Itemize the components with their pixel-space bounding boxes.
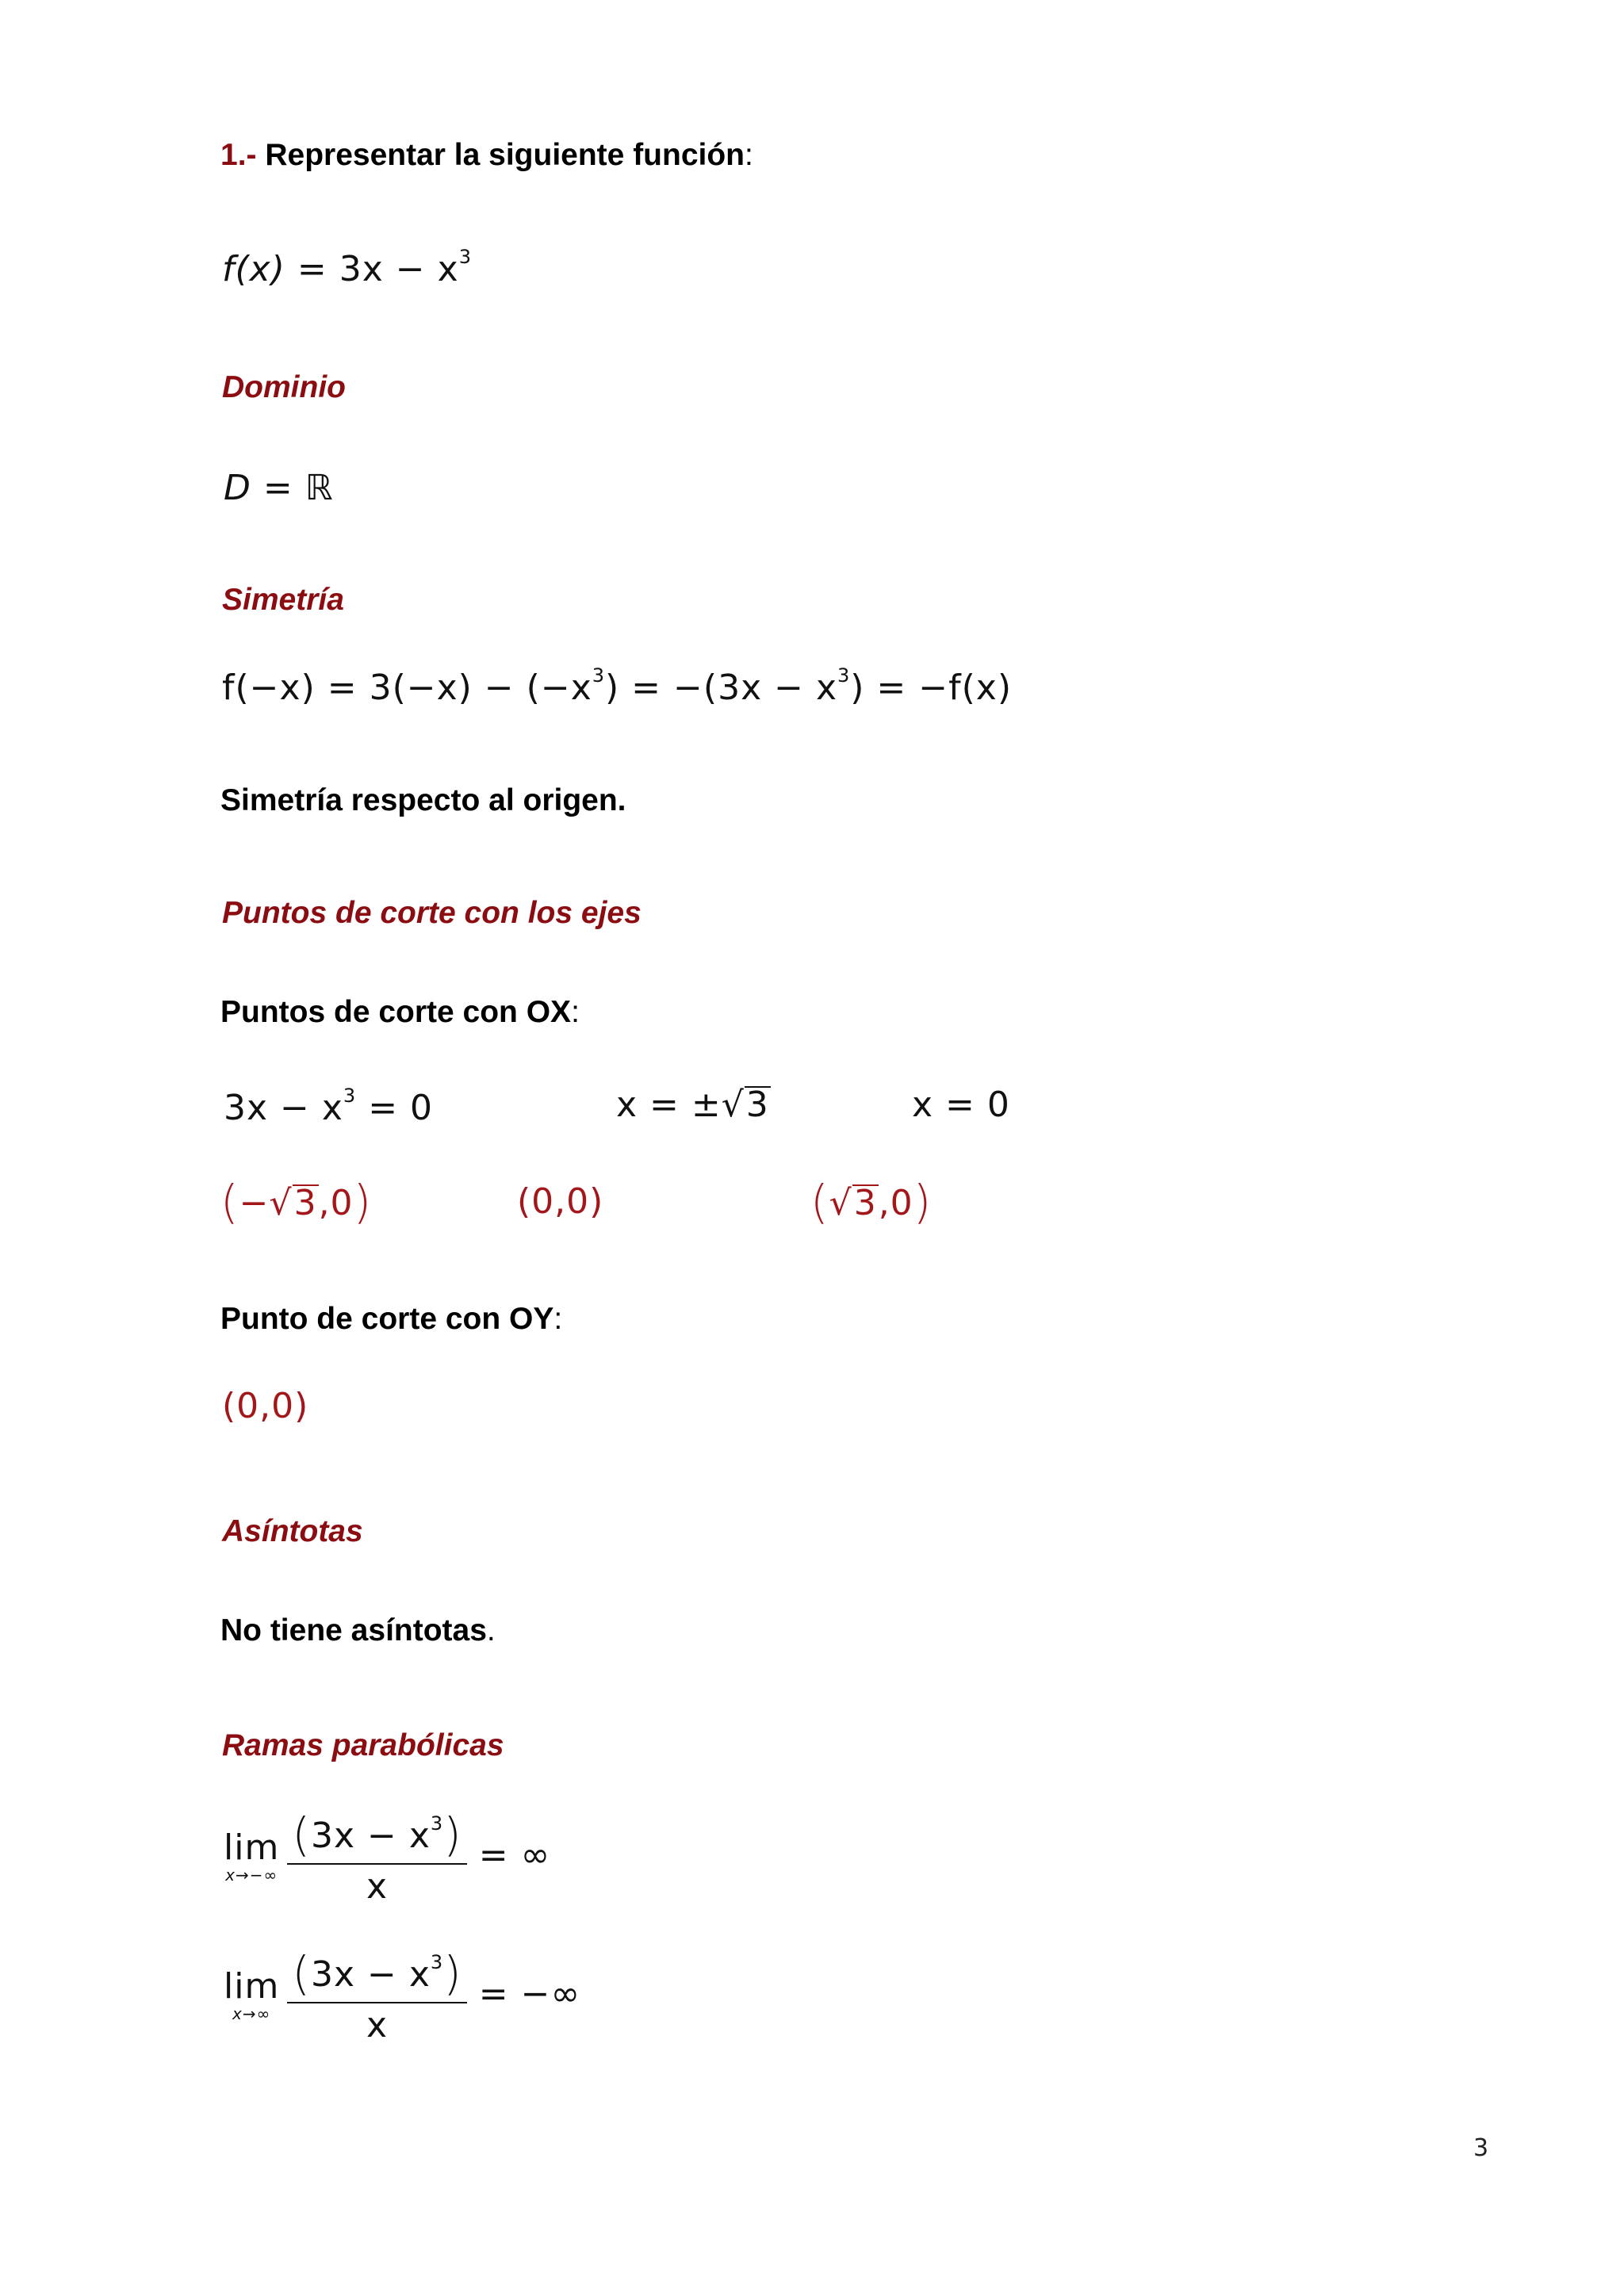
ox-eq2-root: 3 bbox=[745, 1085, 769, 1125]
limit-2-exp: 3 bbox=[430, 1951, 444, 1973]
domain-rhs: ℝ bbox=[304, 468, 334, 508]
function-lhs: f(x) bbox=[222, 249, 285, 289]
asymptotes-text bbox=[220, 1613, 496, 1648]
symmetry-formula bbox=[222, 664, 1012, 708]
domain-eq: = bbox=[262, 468, 293, 508]
page-number: 3 bbox=[1473, 2134, 1489, 2162]
symmetry-part-4-exp: 3 bbox=[592, 664, 606, 687]
symmetry-conclusion: Simetría respecto al origen. bbox=[220, 783, 626, 817]
ox-equation-1 bbox=[224, 1085, 433, 1128]
limit-2-operator bbox=[224, 1965, 280, 2023]
oy-label-colon: : bbox=[553, 1302, 563, 1336]
function-eq: = bbox=[297, 249, 327, 289]
ox-point-3-open: ( bbox=[810, 1175, 829, 1229]
limit-1 bbox=[224, 1808, 550, 1907]
oy-label bbox=[220, 1302, 562, 1337]
ox-point-3-rest: ,0 bbox=[878, 1183, 914, 1223]
heading-simetria: Simetría bbox=[222, 583, 344, 617]
function-minus: − bbox=[395, 249, 426, 289]
ox-point-3-root: 3 bbox=[853, 1183, 877, 1223]
limit-2-fraction bbox=[287, 1946, 466, 2045]
limit-2-lim: lim bbox=[224, 1965, 280, 2007]
sqrt-symbol: √ bbox=[269, 1183, 293, 1223]
ox-equation-2 bbox=[616, 1085, 771, 1125]
heading-ramas: Ramas parabólicas bbox=[222, 1728, 504, 1762]
limit-1-result: = ∞ bbox=[478, 1835, 551, 1876]
symmetry-part-6: = − bbox=[619, 668, 703, 708]
limit-1-numerator: $(3x - x^3)$ bbox=[287, 1808, 466, 1865]
asymptotes-period: . bbox=[486, 1613, 496, 1647]
problem-number: 1.- bbox=[220, 138, 257, 172]
problem-statement: Representar la siguiente función bbox=[265, 138, 745, 172]
symmetry-part-1: f(−x) = 3 bbox=[222, 668, 393, 708]
ox-point-1-sign: − bbox=[239, 1183, 270, 1223]
function-term2: x bbox=[437, 249, 459, 289]
limit-1-exp: 3 bbox=[430, 1812, 444, 1835]
ox-label-text: Puntos de corte con OX bbox=[220, 995, 572, 1029]
asymptotes-statement: No tiene asíntotas bbox=[220, 1613, 487, 1647]
limit-2-sub: x→∞ bbox=[232, 2003, 271, 2023]
ox-point-1-root: 3 bbox=[293, 1183, 317, 1223]
limit-2-num: 3x − x bbox=[310, 1954, 431, 1995]
domain-formula bbox=[224, 468, 334, 508]
sqrt-symbol: √ bbox=[721, 1085, 745, 1125]
limit-1-sub: x→−∞ bbox=[225, 1865, 278, 1885]
symmetry-part-2: (−x) bbox=[392, 668, 473, 708]
limit-1-fraction bbox=[287, 1808, 466, 1907]
domain-lhs: D bbox=[224, 468, 251, 508]
limit-1-lim: lim bbox=[224, 1827, 280, 1868]
symmetry-part-7: (3x − x bbox=[703, 668, 837, 708]
function-term1: 3x bbox=[339, 249, 384, 289]
ox-eq1-b: = 0 bbox=[356, 1088, 434, 1128]
ox-eq2-a: x = ± bbox=[616, 1085, 722, 1125]
symmetry-part-3: − bbox=[472, 668, 527, 708]
limit-1-num: 3x − x bbox=[310, 1816, 431, 1856]
symmetry-part-8: ) bbox=[850, 668, 865, 708]
limit-2-numerator: $(3x - x^3)$ bbox=[287, 1946, 466, 2003]
ox-point-3 bbox=[810, 1175, 932, 1229]
heading-puntos-corte: Puntos de corte con los ejes bbox=[222, 896, 642, 930]
limit-1-denominator: x bbox=[366, 1866, 389, 1907]
heading-dominio: Dominio bbox=[222, 370, 346, 404]
ox-point-1 bbox=[220, 1175, 372, 1229]
ox-point-1-rest: ,0 bbox=[318, 1183, 354, 1223]
ox-point-2: (0,0) bbox=[517, 1181, 604, 1222]
heading-asintotas: Asíntotas bbox=[222, 1514, 363, 1548]
limit-1-operator bbox=[224, 1827, 280, 1885]
problem-colon: : bbox=[745, 138, 753, 172]
limit-2 bbox=[224, 1946, 580, 2045]
ox-point-1-open: ( bbox=[220, 1175, 239, 1229]
function-exponent: 3 bbox=[458, 246, 472, 268]
symmetry-part-5: ) bbox=[605, 668, 620, 708]
symmetry-part-4: (−x bbox=[526, 668, 592, 708]
ox-point-1-close: ) bbox=[353, 1175, 373, 1229]
ox-eq1-a: 3x − x bbox=[224, 1088, 343, 1128]
limit-2-result: = −∞ bbox=[478, 1973, 581, 2015]
ox-point-3-close: ) bbox=[913, 1175, 933, 1229]
oy-label-text: Punto de corte con OY bbox=[220, 1302, 554, 1336]
function-definition bbox=[222, 246, 472, 289]
ox-equation-3: x = 0 bbox=[912, 1085, 1010, 1125]
problem-title bbox=[220, 138, 753, 173]
oy-point: (0,0) bbox=[222, 1386, 309, 1426]
ox-eq1-exp: 3 bbox=[343, 1085, 357, 1107]
symmetry-part-7-exp: 3 bbox=[837, 664, 851, 687]
limit-2-denominator: x bbox=[366, 2005, 389, 2045]
ox-label bbox=[220, 995, 580, 1030]
ox-label-colon: : bbox=[571, 995, 580, 1029]
sqrt-symbol: √ bbox=[829, 1183, 852, 1223]
symmetry-part-9: = −f(x) bbox=[864, 668, 1013, 708]
